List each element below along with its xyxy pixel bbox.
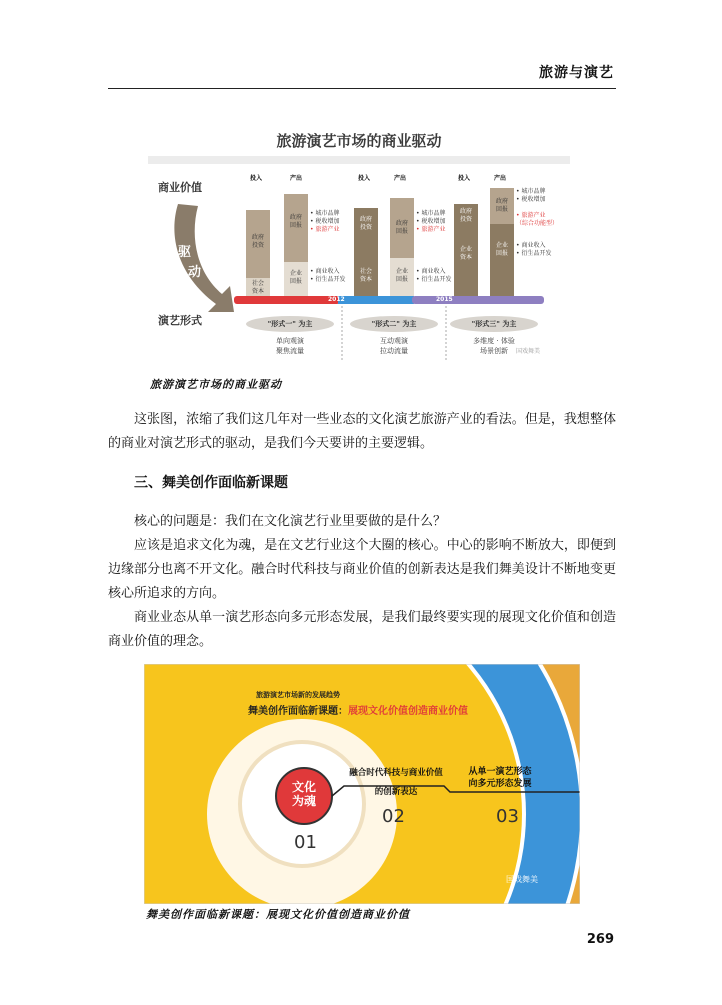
- t: 企业: [290, 270, 303, 277]
- bar-label-g1-in: [252, 234, 264, 250]
- fig2-top-small: 旅游演艺市场新的发展趋势: [256, 691, 340, 699]
- bar-label-g3-in: [460, 208, 472, 224]
- t: 为魂: [291, 794, 316, 808]
- col-header-in-3: 投入: [458, 175, 471, 182]
- t: 投资: [360, 224, 373, 231]
- t: 投资: [252, 242, 265, 249]
- header-rule: [108, 88, 616, 89]
- t: 多维度 · 体验: [473, 337, 515, 345]
- t: 互动观演: [380, 337, 408, 345]
- t: 聚焦流量: [276, 347, 304, 355]
- t: • 商业收入: [416, 268, 446, 275]
- bar-label-g3-out: [496, 198, 508, 214]
- t: • 税收增加: [416, 218, 446, 225]
- bar-label-g1-in-low: [252, 280, 264, 296]
- bar-label-g2-in-low: [360, 268, 372, 284]
- t: 企业: [460, 246, 473, 253]
- t: 拉动流量: [380, 347, 408, 355]
- t: • 旅游产业: [516, 212, 546, 219]
- t: 政府: [396, 220, 409, 227]
- notes-g2-bot: [416, 268, 451, 284]
- timeline-blue: [338, 296, 414, 304]
- business-value-label: 商业价值: [158, 181, 202, 194]
- t: • 城市品牌: [516, 188, 546, 195]
- t: • 衍生品开发: [516, 250, 552, 257]
- paragraph-3: 应该是追求文化为魂，是在文艺行业这个大圈的核心。中心的影响不断放大，即便到边缘部分也离不开文化。融合时代科技与商业价值的创新表达是我们舞美设计不断地变更核心所追求的方向。: [108, 538, 616, 601]
- t: 融合时代科技与商业价值: [349, 768, 443, 778]
- section-heading: 三、舞美创作面临新课题: [134, 475, 288, 491]
- t: 回报: [396, 276, 409, 283]
- t: • 城市品牌: [310, 210, 340, 217]
- notes-g2-top: [416, 210, 445, 234]
- body-paragraphs: [108, 510, 616, 654]
- num-02: 02: [382, 806, 405, 827]
- t: 资本: [360, 276, 373, 283]
- num-03: 03: [496, 806, 519, 827]
- notes-g3-top: [516, 188, 545, 204]
- t: 社会: [360, 268, 373, 275]
- t: 单向观演: [276, 337, 304, 345]
- t: 社会: [252, 280, 265, 287]
- bar-label-g2-out: [396, 220, 408, 236]
- running-header: 旅游与演艺: [539, 65, 614, 81]
- drive-label: 驱: [178, 245, 192, 260]
- bar-label-g2-out-low: [396, 268, 408, 284]
- paragraph-1: [108, 408, 616, 456]
- form-2-desc: [350, 336, 438, 356]
- timeline-purple: [412, 296, 544, 304]
- col-header-in-1: 投入: [250, 175, 263, 182]
- t: • 衍生品开发: [416, 276, 452, 283]
- t: 的创新表达: [374, 787, 418, 797]
- t: 投资: [460, 216, 473, 223]
- bar-label-g1-out-low: [290, 270, 302, 286]
- bar-g3-out-low: [490, 224, 514, 296]
- form-3-name: "形式三" 为主: [471, 320, 517, 328]
- label-02: [340, 768, 452, 798]
- t: 政府: [290, 214, 303, 221]
- notes-g3-mid: [516, 212, 558, 228]
- year-2015: 2015: [436, 296, 453, 303]
- num-01: 01: [294, 832, 317, 853]
- col-header-in-2: 投入: [358, 175, 371, 182]
- t: 回报: [496, 250, 509, 257]
- t: 政府: [360, 216, 373, 223]
- paragraph-4: 商业业态从单一演艺形态向多元形态发展，是我们最终要实现的展现文化价值和创造商业价值的理念。: [108, 610, 616, 649]
- figure1-caption: 旅游演艺市场的商业驱动: [150, 378, 282, 391]
- t: 资本: [252, 288, 265, 295]
- t: 企业: [396, 268, 409, 275]
- paragraph-2: 核心的问题是：我们在文化演艺行业里要做的是什么？: [134, 514, 447, 529]
- fig2-headline-b: 展现文化价值创造商业价值: [348, 706, 468, 717]
- col-header-out-1: 产出: [290, 175, 303, 182]
- figure-business-drive: [148, 126, 570, 366]
- label-03: [460, 766, 540, 790]
- notes-g3-bot: [516, 242, 551, 258]
- year-2012: 2012: [328, 296, 345, 303]
- t: 回报: [496, 206, 509, 213]
- t: • 城市品牌: [416, 210, 446, 217]
- performance-form-label: 演艺形式: [158, 314, 202, 327]
- core-label: [288, 780, 320, 808]
- notes-g1-top: [310, 210, 339, 234]
- figure-new-topics: [144, 664, 580, 904]
- paragraph-1-text: 这张图，浓缩了我们这几年对一些业态的文化演艺旅游产业的看法。但是，我想整体的商业对演艺形式的驱动，是我们今天要讲的主要逻辑。: [108, 412, 616, 451]
- t: 政府: [496, 198, 509, 205]
- t: 政府: [460, 208, 473, 215]
- t: 从单一演艺形态: [468, 767, 532, 777]
- form-2-name: "形式二" 为主: [371, 320, 417, 328]
- t: 场景创新: [480, 347, 508, 355]
- bar-label-g2-in: [360, 216, 372, 232]
- t: • 税收增加: [516, 196, 546, 203]
- t: • 旅游产业: [416, 226, 446, 233]
- t: （综合功能型）: [516, 220, 559, 227]
- t: • 商业收入: [516, 242, 546, 249]
- drive-label-2: 动: [188, 265, 202, 280]
- col-header-out-3: 产出: [494, 175, 507, 182]
- form-1-desc: [246, 336, 334, 356]
- t: • 商业收入: [310, 268, 340, 275]
- figure2-caption: 舞美创作面临新课题：展现文化价值创造商业价值: [146, 908, 410, 921]
- timeline-red: [234, 296, 340, 304]
- t: 政府: [252, 234, 265, 241]
- t: 向多元形态发展: [468, 779, 532, 789]
- col-header-out-2: 产出: [394, 175, 407, 182]
- bar-label-g1-out: [290, 214, 302, 230]
- t: • 税收增加: [310, 218, 340, 225]
- figure1-watermark: 国戏舞美: [516, 348, 541, 355]
- bar-label-g3-in-low: [460, 246, 472, 262]
- figure1-title: 旅游演艺市场的商业驱动: [276, 132, 442, 150]
- bar-label-g3-out-low: [496, 242, 508, 258]
- notes-g1-bot: [310, 268, 345, 284]
- fig2-headline: [248, 702, 468, 717]
- t: 回报: [290, 222, 303, 229]
- t: 回报: [396, 228, 409, 235]
- form-1-name: "形式一" 为主: [267, 320, 313, 328]
- fig2-headline-a: 舞美创作面临新课题：: [248, 706, 348, 717]
- figure2-watermark: 国戏舞美: [506, 875, 538, 884]
- t: 回报: [290, 278, 303, 285]
- t: • 旅游产业: [310, 226, 340, 233]
- page-number: 269: [586, 932, 614, 947]
- t: 企业: [496, 242, 509, 249]
- t: 资本: [460, 254, 473, 261]
- t: • 衍生品开发: [310, 276, 346, 283]
- t: 文化: [291, 780, 316, 794]
